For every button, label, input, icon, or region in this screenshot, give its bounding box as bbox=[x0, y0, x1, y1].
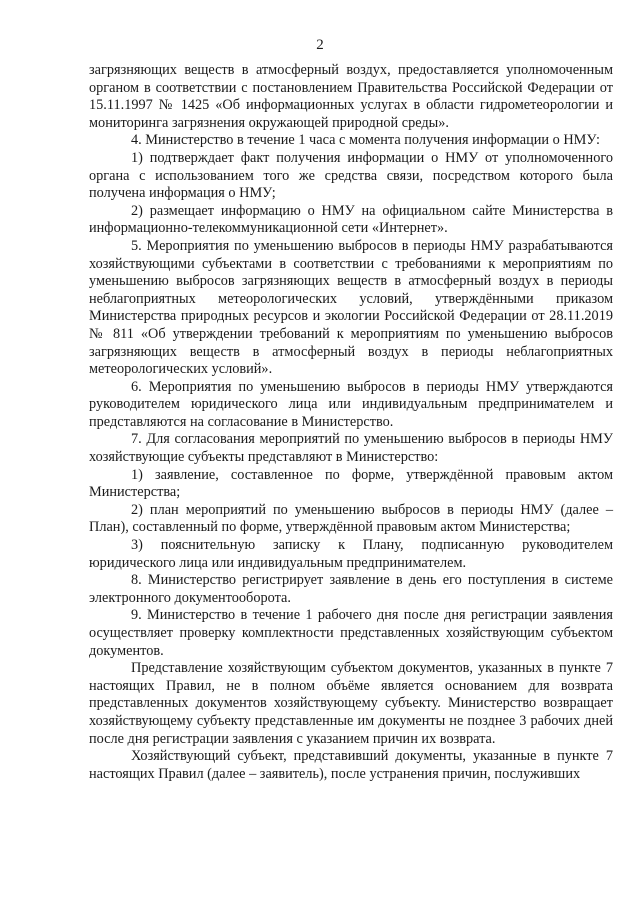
subitem-7-1: 1) заявление, составленное по форме, утверждённой правовым актом Министерства; bbox=[89, 466, 613, 501]
page-number: 2 bbox=[316, 37, 324, 53]
paragraph-resubmission: Хозяйствующий субъект, представивший документы, указанные в пункте 7 настоящих Правил (далее – заявитель), после устранения причин, послуживших bbox=[89, 748, 613, 782]
paragraph-item-6: 6. Мероприятия по уменьшению выбросов в периоды НМУ утверждаются руководителем юридического лица или индивидуальным предпринимателем и представляются на согласование в Министерство. bbox=[89, 378, 613, 430]
paragraph-return-rule: Представление хозяйствующим субъектом документов, указанных в пункте 7 настоящих Правил, не в полном объёме является основанием для возврата представленных документов хозяйствующему субъекту. Министерство возвращает хозяйствующему субъекту представленные им документы не позднее 3 рабочих дней после дня регистрации заявления с указанием причин их возврата. bbox=[89, 660, 613, 747]
paragraph-item-9: 9. Министерство в течение 1 рабочего дня после дня регистрации заявления осуществляет проверку комплектности представленных хозяйствующим субъектом документов. bbox=[89, 607, 613, 659]
paragraph-item-7: 7. Для согласования мероприятий по уменьшению выбросов в периоды НМУ хозяйствующие субъекты представляют в Министерство: bbox=[89, 431, 613, 466]
subitem-7-2: 2) план мероприятий по уменьшению выбросов в периоды НМУ (далее – План), составленный по форме, утверждённой правовым актом Министерства; bbox=[89, 501, 613, 536]
paragraph-item-8: 8. Министерство регистрирует заявление в день его поступления в системе электронного документооборота. bbox=[89, 572, 613, 606]
paragraph: загрязняющих веществ в атмосферный воздух, предоставляется уполномоченным органом в соответствии с постановлением Правительства Российской Федерации от 15.11.1997 № 1425 «Об информационных услугах в области гидрометеорологии и мониторинга загрязнения окружающей природной среды». bbox=[89, 62, 613, 131]
subitem-4-2: 2) размещает информацию о НМУ на официальном сайте Министерства в информационно-телекоммуникационной сети «Интернет». bbox=[89, 202, 613, 237]
paragraph-item-5: 5. Мероприятия по уменьшению выбросов в периоды НМУ разрабатываются хозяйствующими субъектами в соответствии с требованиями к мероприятиям по уменьшению выбросов загрязняющих веществ в атмосферный воздух в периоды неблагоприятных метеорологических условий, утверждёнными приказом Министерства природных ресурсов и экологии Российской Федерации от 28.11.2019 № 811 «Об утверждении требований к мероприятиям по уменьшению выбросов загрязняющих веществ в атмосферный воздух в периоды неблагоприятных метеорологических условий». bbox=[89, 237, 613, 378]
document-body bbox=[89, 62, 613, 783]
paragraph-item-4: 4. Министерство в течение 1 часа с момента получения информации о НМУ: bbox=[131, 132, 600, 149]
subitem-7-3: 3) пояснительную записку к Плану, подписанную руководителем юридического лица или индивидуальным предпринимателем. bbox=[89, 537, 613, 571]
subitem-4-1: 1) подтверждает факт получения информации о НМУ от уполномоченного органа с использованием того же средства связи, посредством которого была получена информация о НМУ; bbox=[89, 149, 613, 202]
